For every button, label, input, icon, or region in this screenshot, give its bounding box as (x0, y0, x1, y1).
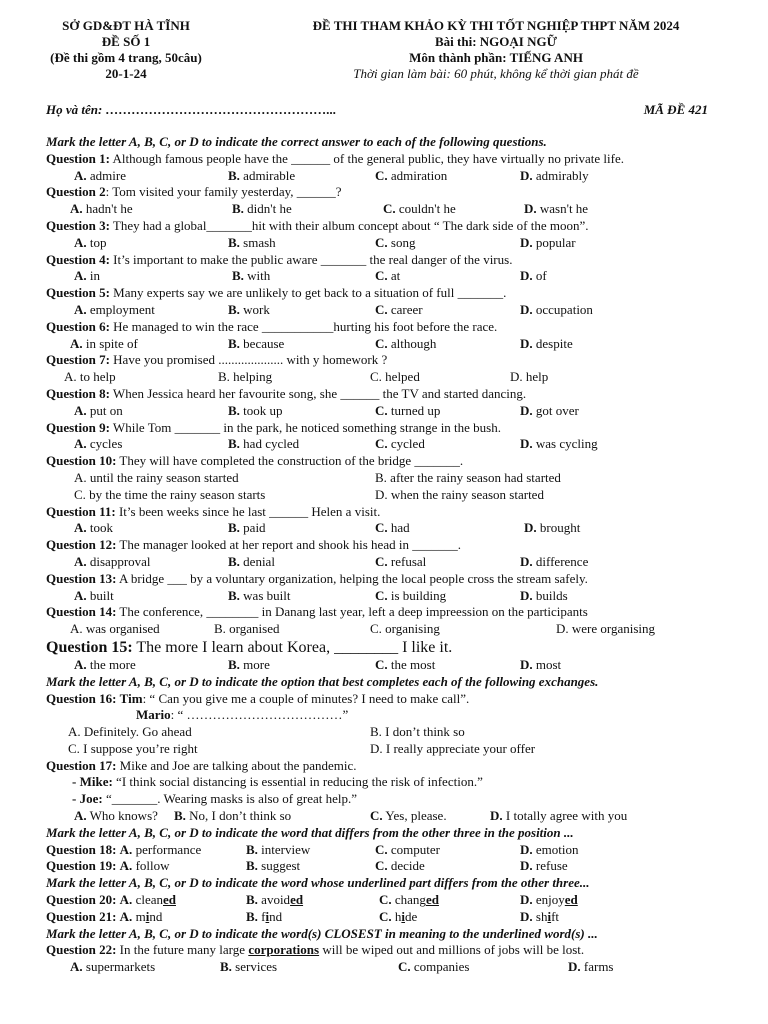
options-q6 (46, 336, 716, 353)
option-b[interactable]: B. after the rainy season had started (375, 469, 561, 485)
option-d[interactable]: D. of (520, 268, 547, 284)
option-b[interactable]: B. with (232, 268, 271, 284)
option-a[interactable]: A. the more (74, 656, 136, 672)
option-b[interactable]: B. organised (214, 621, 280, 637)
option-a[interactable]: A. until the rainy season started (74, 469, 239, 485)
option-d[interactable]: D. wasn't he (524, 201, 589, 217)
option-d[interactable]: D. difference (520, 553, 589, 569)
options-q16-row2 (46, 741, 716, 758)
option-b[interactable]: B. smash (228, 234, 276, 250)
options-q3 (46, 235, 716, 252)
underlined-word: corporations (248, 942, 320, 958)
options-q22 (46, 959, 716, 976)
question-19 (46, 858, 716, 875)
options-q13 (46, 588, 716, 605)
question-label: Question 21: A. mind (46, 908, 163, 924)
option-a[interactable]: A. took (74, 520, 114, 536)
option-b[interactable]: B. suggest (246, 858, 301, 874)
dialog-line: Mario: “ ………………………………” (136, 707, 349, 723)
option-b[interactable]: B. paid (228, 520, 266, 536)
option-c[interactable]: C. refusal (375, 553, 427, 569)
exam-date: 20-1-24 (105, 66, 147, 81)
question-15: Question 15: The more I learn about Korea, ________ I like it. (46, 638, 453, 656)
option-c[interactable]: C. companies (398, 959, 470, 975)
student-info-line (46, 102, 708, 119)
option-d[interactable]: D. I totally agree with you (490, 808, 628, 824)
option-b[interactable]: B. because (228, 335, 285, 351)
section-instruction: Mark the letter A, B, C, or D to indicate the word that differs from the other three in the position ... (46, 824, 574, 840)
option-b[interactable]: B. was built (228, 587, 291, 603)
option-c[interactable]: C. decide (375, 858, 425, 874)
option-a[interactable]: A. hadn't he (70, 201, 133, 217)
option-d[interactable]: D. popular (520, 234, 576, 250)
option-c[interactable]: C. computer (375, 841, 440, 857)
option-c[interactable]: C. by the time the rainy season starts (74, 486, 266, 502)
section-instruction: Mark the letter A, B, C, or D to indicate the word whose underlined part differs from the other three... (46, 875, 590, 891)
option-b[interactable]: B. No, I don’t think so (174, 808, 292, 824)
question-label: Question 19: A. follow (46, 858, 170, 874)
question-18 (46, 842, 716, 859)
option-c[interactable]: C. Yes, please. (370, 808, 447, 824)
section-instruction: Mark the letter A, B, C, or D to indicate the correct answer to each of the following questions. (46, 134, 547, 149)
option-a[interactable]: A. cycles (74, 436, 123, 452)
option-c[interactable]: C. is building (375, 587, 447, 603)
option-c[interactable]: C. helped (370, 369, 420, 385)
option-a[interactable]: A. in spite of (70, 335, 138, 351)
option-c[interactable]: C. career (375, 301, 423, 317)
question-10: Question 10: They will have completed the construction of the bridge _______. (46, 453, 464, 469)
option-a[interactable]: A. in (74, 268, 101, 284)
options-q5 (46, 302, 716, 319)
question-14: Question 14: The conference, ________ in Danang last year, left a deep impreession on the participants (46, 604, 588, 620)
option-a[interactable]: A. was organised (70, 621, 160, 637)
option-c[interactable]: C. changed (379, 892, 439, 908)
option-c[interactable]: C. organising (370, 621, 440, 637)
option-a[interactable]: A. put on (74, 402, 123, 418)
option-a[interactable]: A. disapproval (74, 553, 151, 569)
option-b[interactable]: B. admirable (228, 167, 296, 183)
options-q14 (46, 621, 716, 638)
option-a[interactable]: A. supermarkets (70, 959, 156, 975)
question-9: Question 9: While Tom _______ in the park, he noticed something strange in the bush. (46, 419, 501, 435)
option-d[interactable]: D. emotion (520, 841, 579, 857)
question-label: Question 1: (46, 150, 110, 166)
option-b[interactable]: B. I don’t think so (370, 724, 465, 740)
option-b[interactable]: B. helping (218, 369, 273, 385)
question-11: Question 11: It’s been weeks since he last ______ Helen a visit. (46, 503, 381, 519)
option-d[interactable]: D. I really appreciate your offer (370, 740, 536, 756)
option-c[interactable]: C. cycled (375, 436, 425, 452)
question-12: Question 12: The manager looked at her report and shook his head in _______. (46, 537, 461, 553)
option-d[interactable]: D. farms (568, 959, 614, 975)
exam-subject: Bài thi: NGOẠI NGỮ (435, 34, 557, 49)
question-5: Question 5: Many experts say we are unlikely to get back to a situation of full _______. (46, 285, 507, 301)
options-q1 (46, 168, 716, 185)
option-b[interactable]: B. denial (228, 553, 275, 569)
section-instruction: Mark the letter A, B, C, or D to indicate the word(s) CLOSEST in meaning to the underlined word(s) ... (46, 925, 598, 941)
question-8: Question 8: When Jessica heard her favourite song, she ______ the TV and started dancing. (46, 385, 527, 401)
question-label: Question 20: A. cleaned (46, 892, 176, 908)
options-q2 (46, 201, 716, 218)
question-1 (46, 151, 716, 168)
question-6: Question 6: He managed to win the race ___________hurting his foot before the race. (46, 318, 498, 334)
option-c[interactable]: C. hide (379, 908, 418, 924)
option-a[interactable]: performance (135, 841, 202, 857)
question-21 (46, 909, 716, 926)
options-q7 (46, 369, 716, 386)
options-q15 (46, 657, 716, 674)
option-c[interactable]: C. turned up (375, 402, 441, 418)
option-d[interactable]: D. got over (520, 402, 579, 418)
options-q9 (46, 436, 716, 453)
exam-pages-note: (Đề thi gồm 4 trang, 50câu) (50, 50, 202, 65)
option-d[interactable]: D. occupation (520, 301, 593, 317)
question-17: Question 17: Mike and Joe are talking about the pandemic. (46, 757, 357, 773)
option-d[interactable]: D. shift (520, 908, 560, 924)
question-7: Question 7: Have you promised .................... with y homework ? (46, 352, 388, 368)
option-d[interactable]: D. was cycling (520, 436, 598, 452)
option-b[interactable]: B. work (228, 301, 270, 317)
question-label: Question 18: A. performance (46, 841, 202, 857)
options-q10-row2 (46, 487, 716, 504)
option-c[interactable]: C. although (375, 335, 437, 351)
option-b[interactable]: B. didn't he (232, 201, 292, 217)
exam-number: ĐỀ SỐ 1 (101, 34, 151, 49)
option-d[interactable]: D. despite (520, 335, 573, 351)
option-c[interactable]: C. song (375, 234, 416, 250)
options-q12 (46, 554, 716, 571)
dept-name: SỞ GD&ĐT HÀ TĨNH (62, 18, 190, 33)
option-b[interactable]: B. avoided (246, 892, 304, 908)
option-b[interactable]: B. services (220, 959, 278, 975)
option-c[interactable]: C. I suppose you’re right (68, 740, 198, 756)
option-d[interactable]: D. builds (520, 587, 568, 603)
option-c[interactable]: C. the most (375, 656, 436, 672)
exam-duration: Thời gian làm bài: 60 phút, không kể thời gian phát đề (353, 66, 639, 81)
dialog-line: - Joe: “_______. Wearing masks is also of great help.” (72, 791, 358, 807)
option-b[interactable]: B. took up (228, 402, 283, 418)
questions-area (46, 134, 716, 976)
option-d[interactable]: D. help (510, 369, 549, 385)
exam-code: MÃ ĐỀ 421 (643, 102, 708, 117)
question-4: Question 4: It’s important to make the public aware _______ the real danger of the virus. (46, 251, 513, 267)
option-c[interactable]: C. had (375, 520, 410, 536)
options-q8 (46, 403, 716, 420)
option-c[interactable]: C. couldn't he (383, 201, 456, 217)
option-d[interactable]: D. brought (524, 520, 581, 536)
option-a[interactable]: A. Definitely. Go ahead (68, 724, 192, 740)
options-q4 (46, 268, 716, 285)
question-text: Although famous people have the ______ of the general public, they have virtually no private life. (109, 150, 624, 166)
option-c[interactable]: C. at (375, 268, 401, 284)
question-13: Question 13: A bridge ___ by a voluntary organization, helping the local people cross the stream safely. (46, 570, 588, 586)
option-a[interactable]: A. employment (74, 301, 155, 317)
option-a[interactable]: A. to help (64, 369, 116, 385)
option-b[interactable]: B. interview (246, 841, 311, 857)
option-d[interactable]: D. admirably (520, 167, 589, 183)
options-q17 (46, 808, 716, 825)
question-2: Question 2: Tom visited your family yesterday, ______? (46, 184, 342, 200)
option-d[interactable]: D. enjoyed (520, 892, 578, 908)
option-d[interactable]: D. when the rainy season started (375, 486, 544, 502)
option-d[interactable]: D. most (520, 656, 562, 672)
question-22: Question 22: In the future many large corporations will be wiped out and millions of jobs will be lost. (46, 942, 585, 958)
options-q10-row1 (46, 470, 716, 487)
dialog-line: - Mike: “I think social distancing is essential in reducing the risk of infection.” (72, 774, 483, 790)
student-name-field[interactable]: Họ và tên: ……………………………………………... (46, 102, 337, 117)
option-a[interactable]: follow (135, 858, 170, 874)
option-a[interactable]: cleaned (135, 892, 176, 908)
question-16: Question 16: Tim: “ Can you give me a couple of minutes? I need to make call”. (46, 690, 470, 706)
option-b[interactable]: B. more (228, 656, 270, 672)
exam-component: Môn thành phần: TIẾNG ANH (409, 50, 583, 65)
option-a[interactable]: mind (135, 908, 163, 924)
option-a[interactable]: A. admire (74, 167, 126, 183)
option-b[interactable]: B. find (246, 908, 283, 924)
question-3: Question 3: They had a global_______hit with their album concept about “ The dark side of the moon”. (46, 217, 589, 233)
option-d[interactable]: D. refuse (520, 858, 568, 874)
option-a[interactable]: A. Who knows? (74, 808, 158, 824)
option-a[interactable]: A. built (74, 587, 114, 603)
options-q16-row1 (46, 724, 716, 741)
option-a[interactable]: A. top (74, 234, 107, 250)
question-20 (46, 892, 716, 909)
section-instruction: Mark the letter A, B, C, or D to indicate the option that best completes each of the following exchanges. (46, 673, 599, 689)
options-q11 (46, 520, 716, 537)
option-b[interactable]: B. had cycled (228, 436, 300, 452)
exam-title: ĐỀ THI THAM KHẢO KỲ THI TỐT NGHIỆP THPT NĂM 2024 (312, 18, 680, 33)
option-d[interactable]: D. were organising (556, 621, 656, 637)
option-c[interactable]: C. admiration (375, 167, 448, 183)
